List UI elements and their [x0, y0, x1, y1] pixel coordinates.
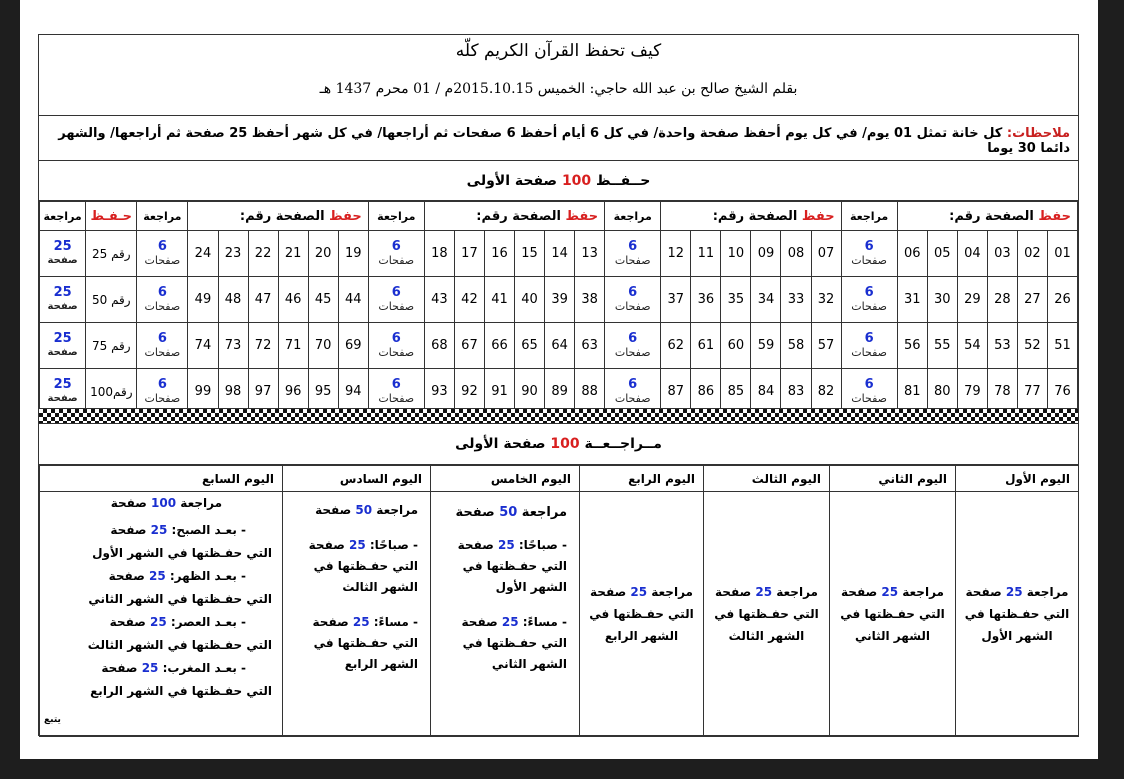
page-number-cell: 59	[751, 323, 781, 369]
screen-frame-bottom	[0, 759, 1124, 779]
title-block	[39, 35, 1078, 116]
review-count: 25	[498, 538, 515, 552]
memorize-heading-pre: حــفــظ	[591, 173, 651, 189]
page-number-cell: 58	[781, 323, 811, 369]
author-byline: بقلم الشيخ صالح بن عبد الله حاجي: الخميس 2015.10.15م / 01 محرم 1437 هـ	[319, 81, 798, 97]
six-count: 6	[628, 284, 638, 300]
page-number-cell: 82	[811, 369, 841, 415]
grid-row	[40, 231, 1078, 277]
page-number-cell: 27	[1017, 277, 1047, 323]
memorize-heading-number: 100	[561, 173, 592, 189]
page-number-cell: 19	[338, 231, 368, 277]
review-text: التي حفـظتها في	[964, 607, 1070, 621]
review-text: صفحة	[461, 615, 502, 629]
review-count: 25	[881, 585, 899, 599]
page-number-cell: 17	[454, 231, 484, 277]
page-number-cell: 46	[278, 277, 308, 323]
page-number-cell: 53	[987, 323, 1017, 369]
page-number-cell: 67	[454, 323, 484, 369]
page-word: صفحة	[47, 346, 78, 358]
pages-word: صفحات	[144, 345, 181, 359]
page-number-cell: 99	[188, 369, 218, 415]
page-number-cell: 60	[721, 323, 751, 369]
six-page-review-cell	[137, 231, 188, 277]
six-count: 6	[391, 376, 401, 392]
page-number-cell: 24	[188, 231, 218, 277]
review-text: صفحة	[109, 615, 150, 629]
memorize-final-page-cell: رقم 25	[86, 231, 137, 277]
six-count: 6	[628, 238, 638, 254]
page-number-cell: 94	[338, 369, 368, 415]
page-number-cell: 48	[218, 277, 248, 323]
pages-word: صفحات	[614, 391, 651, 405]
document-title: كيف تحفظ القرآن الكريم كلّه	[455, 41, 662, 61]
page-number-cell: 07	[811, 231, 841, 277]
page-number-cell: 65	[515, 323, 545, 369]
page-number-cell: 10	[721, 231, 751, 277]
page-number-cell: 62	[661, 323, 691, 369]
screen-frame-left	[0, 0, 20, 779]
page-number-cell: 57	[811, 323, 841, 369]
twentyfive-count: 25	[53, 238, 72, 254]
page-number-cell: 61	[691, 323, 721, 369]
day-2-review	[830, 492, 956, 737]
memorize-word: حفظ	[329, 208, 362, 224]
six-count: 6	[157, 330, 167, 346]
grid-row	[40, 277, 1078, 323]
day-header: اليوم الخامس	[431, 466, 580, 492]
page-number-cell: 74	[188, 323, 218, 369]
six-page-review-cell	[368, 323, 424, 369]
page-number-cell: 56	[897, 323, 927, 369]
review-text: صفحة	[315, 503, 356, 517]
memorize-short-header: حـفـظ	[86, 202, 137, 231]
review-text: التي حفـظتها في الشهر الثاني	[88, 592, 272, 606]
six-count: 6	[157, 284, 167, 300]
pages-word: صفحات	[378, 345, 415, 359]
checkered-divider	[39, 408, 1078, 424]
review-header: مراجعة	[841, 202, 897, 231]
page-number-cell: 70	[308, 323, 338, 369]
page-number-cell: 79	[957, 369, 987, 415]
day-header: اليوم السابع	[40, 466, 283, 492]
six-page-review-cell	[368, 277, 424, 323]
review-text: الشهر الرابع	[604, 629, 679, 643]
review-count: 25	[501, 615, 519, 629]
review-text: صفحة	[110, 523, 151, 537]
page-number-cell: 69	[338, 323, 368, 369]
pages-word: صفحات	[614, 253, 651, 267]
review-text: الشهر الثالث	[728, 629, 805, 643]
six-page-review-cell	[841, 323, 897, 369]
page-number-cell: 35	[721, 277, 751, 323]
day-5-review	[431, 492, 580, 737]
page-number-cell: 43	[424, 277, 454, 323]
page-number-cell: 80	[927, 369, 957, 415]
review-count: 25	[755, 585, 773, 599]
review-count: 25	[150, 523, 168, 537]
review-text: - بعـد العصر:	[166, 615, 246, 629]
review-header: مراجعة	[40, 202, 86, 231]
review-text: التي حفـظتها في	[313, 559, 418, 573]
review-header: مراجعة	[605, 202, 661, 231]
page-number-cell: 87	[661, 369, 691, 415]
day-header: اليوم الرابع	[580, 466, 704, 492]
page-number-cell: 45	[308, 277, 338, 323]
six-count: 6	[157, 376, 167, 392]
pages-word: صفحات	[378, 299, 415, 313]
six-count: 6	[864, 284, 874, 300]
page-number-cell: 63	[575, 323, 605, 369]
review-text: مراجعة	[647, 585, 693, 599]
page-number-cell: 21	[278, 231, 308, 277]
memorize-word: حفظ	[1038, 208, 1071, 224]
page-number-cell: 30	[927, 277, 957, 323]
review-text: صفحة	[841, 585, 882, 599]
page-number-cell: 90	[515, 369, 545, 415]
page-number-label: الصفحة رقم:	[949, 208, 1039, 224]
day-4-review	[580, 492, 704, 737]
memorize-page-header	[424, 202, 604, 231]
page-number-cell: 93	[424, 369, 454, 415]
grid-row	[40, 323, 1078, 369]
review-text: صفحة	[965, 585, 1006, 599]
twentyfive-count: 25	[53, 330, 72, 346]
memorize-final-page-cell: رقم 50	[86, 277, 137, 323]
memorize-page-header	[661, 202, 841, 231]
page-number-cell: 66	[484, 323, 514, 369]
review-count: 25	[141, 661, 159, 675]
memorize-word: حفظ	[565, 208, 599, 224]
page-number-cell: 76	[1047, 369, 1077, 415]
review-text: مراجعة	[1022, 585, 1069, 599]
review-count: 50	[355, 503, 373, 517]
day-header: اليوم الأول	[956, 466, 1079, 492]
pages-word: صفحات	[144, 391, 181, 405]
notes-row	[39, 116, 1078, 161]
twentyfive-count: 25	[53, 376, 72, 392]
review-text: الشهر الثالث	[342, 580, 418, 594]
pages-word: صفحات	[851, 253, 887, 267]
six-page-review-cell	[841, 231, 897, 277]
review-text: - صباحًا:	[514, 538, 567, 552]
page-number-cell: 55	[927, 323, 957, 369]
twentyfive-page-review-cell	[40, 277, 86, 323]
review-text: التي حفـظتها في	[313, 636, 418, 650]
notes-text: كل خانة تمثل 01 يوم/ في كل يوم أحفظ صفحة واحدة/ في كل 6 أيام أحفظ 6 صفحات ثم أراجعها/ في كل شهر أحفظ 25 صفحة ثم أراجعها/ والشهر دائما 30 يوما	[58, 126, 1070, 156]
page-number-cell: 64	[545, 323, 575, 369]
review-heading	[39, 424, 1078, 465]
review-text: مراجعة	[176, 496, 222, 510]
review-header: مراجعة	[137, 202, 188, 231]
page-number-cell: 15	[515, 231, 545, 277]
six-count: 6	[628, 376, 638, 392]
six-page-review-cell	[605, 323, 661, 369]
page-number-cell: 06	[897, 231, 927, 277]
page-number-cell: 26	[1047, 277, 1077, 323]
page-number-cell: 89	[545, 369, 575, 415]
page-number-cell: 44	[338, 277, 368, 323]
page-number-cell: 23	[218, 231, 248, 277]
page-number-cell: 84	[751, 369, 781, 415]
review-heading-post: صفحة الأولى	[455, 436, 551, 452]
page-number-cell: 92	[454, 369, 484, 415]
memorize-word: حفظ	[801, 208, 835, 224]
review-text: صفحة	[715, 585, 756, 599]
memorize-page-header	[897, 202, 1077, 231]
day-header: اليوم الثاني	[830, 466, 956, 492]
page-number-label: الصفحة رقم:	[239, 208, 330, 224]
review-text: التي حفـظتها في الشهر الأول	[92, 546, 272, 560]
pages-word: صفحات	[851, 299, 887, 313]
page-number-cell: 40	[515, 277, 545, 323]
page-number-cell: 88	[575, 369, 605, 415]
page-number-cell: 86	[691, 369, 721, 415]
page-number-cell: 96	[278, 369, 308, 415]
review-text: مراجعة	[772, 585, 818, 599]
review-count: 25	[148, 569, 166, 583]
review-heading-pre: مــراجــعــة	[579, 436, 662, 452]
review-text: - بعـد الظهر:	[165, 569, 246, 583]
page-number-cell: 78	[987, 369, 1017, 415]
pages-word: صفحات	[614, 345, 651, 359]
page-number-label: الصفحة رقم:	[712, 208, 802, 224]
continued-label: يتبع	[44, 715, 61, 725]
page-number-cell: 52	[1017, 323, 1047, 369]
document-page	[38, 34, 1079, 736]
memorize-heading	[39, 161, 1078, 201]
page-number-cell: 03	[987, 231, 1017, 277]
review-header: مراجعة	[368, 202, 424, 231]
page-number-cell: 97	[248, 369, 278, 415]
review-text: صفحة	[455, 505, 500, 520]
page-number-cell: 14	[545, 231, 575, 277]
page-number-label: الصفحة رقم:	[476, 208, 566, 224]
six-page-review-cell	[368, 231, 424, 277]
review-text: صفحة	[312, 615, 353, 629]
six-count: 6	[864, 238, 874, 254]
review-text: صفحة	[108, 569, 149, 583]
page-number-cell: 38	[575, 277, 605, 323]
six-count: 6	[157, 238, 167, 254]
pages-word: صفحات	[851, 391, 887, 405]
page-number-cell: 32	[811, 277, 841, 323]
page-number-cell: 51	[1047, 323, 1077, 369]
review-text: مراجعة	[898, 585, 944, 599]
page-number-cell: 22	[248, 231, 278, 277]
pages-word: صفحات	[378, 391, 415, 405]
review-text: صفحة	[457, 538, 498, 552]
page-number-cell: 36	[691, 277, 721, 323]
page-number-cell: 39	[545, 277, 575, 323]
page-number-cell: 42	[454, 277, 484, 323]
pages-word: صفحات	[144, 253, 181, 267]
review-text: - مساءً:	[518, 615, 567, 629]
day-7-review	[40, 492, 283, 737]
review-text: التي حفـظتها في	[462, 636, 567, 650]
six-page-review-cell	[605, 231, 661, 277]
page-number-cell: 95	[308, 369, 338, 415]
page-number-cell: 71	[278, 323, 308, 369]
pages-word: صفحات	[851, 345, 887, 359]
review-count: 100	[151, 496, 177, 510]
six-page-review-cell	[605, 277, 661, 323]
page-number-cell: 34	[751, 277, 781, 323]
review-text: - بعـد الصبح:	[167, 523, 246, 537]
review-text: التي حفـظتها في الشهر الثالث	[87, 638, 272, 652]
page-number-cell: 20	[308, 231, 338, 277]
memorize-final-page-cell: رقم100	[86, 369, 137, 415]
six-count: 6	[864, 330, 874, 346]
page-number-cell: 81	[897, 369, 927, 415]
page-number-cell: 01	[1047, 231, 1077, 277]
six-count: 6	[391, 284, 401, 300]
review-text: صفحة	[590, 585, 631, 599]
review-count: 50	[499, 505, 518, 520]
review-count: 25	[352, 615, 370, 629]
six-page-review-cell	[841, 277, 897, 323]
review-text: التي حفـظتها في	[714, 607, 819, 621]
page-number-cell: 72	[248, 323, 278, 369]
review-text: - صباحًا:	[365, 538, 418, 552]
page-word: صفحة	[47, 254, 78, 266]
six-page-review-cell	[137, 277, 188, 323]
page-number-cell: 09	[751, 231, 781, 277]
day-6-review	[283, 492, 431, 737]
page-number-cell: 54	[957, 323, 987, 369]
pages-word: صفحات	[144, 299, 181, 313]
review-text: التي حفـظتها في	[589, 607, 694, 621]
review-text: - بعـد المغرب:	[158, 661, 246, 675]
memorize-final-page-cell: رقم 75	[86, 323, 137, 369]
page-number-cell: 49	[188, 277, 218, 323]
page-number-cell: 12	[661, 231, 691, 277]
memorize-page-header	[188, 202, 368, 231]
review-count: 25	[1005, 585, 1023, 599]
page-number-cell: 77	[1017, 369, 1047, 415]
page-number-cell: 16	[484, 231, 514, 277]
day-3-review	[704, 492, 830, 737]
day-1-review	[956, 492, 1079, 737]
page-number-cell: 13	[575, 231, 605, 277]
page-number-cell: 47	[248, 277, 278, 323]
review-count: 25	[349, 538, 366, 552]
page-number-cell: 37	[661, 277, 691, 323]
review-count: 25	[630, 585, 648, 599]
screen-frame-right	[1098, 0, 1124, 779]
page-number-cell: 33	[781, 277, 811, 323]
review-text: التي حفـظتها في	[840, 607, 945, 621]
page-word: صفحة	[47, 300, 78, 312]
memorize-heading-post: صفحة الأولى	[466, 173, 562, 189]
six-count: 6	[864, 376, 874, 392]
memorization-grid	[39, 201, 1078, 415]
page-number-cell: 11	[691, 231, 721, 277]
review-text: الشهر الثاني	[854, 629, 931, 643]
page-number-cell: 41	[484, 277, 514, 323]
page-number-cell: 68	[424, 323, 454, 369]
page-number-cell: 31	[897, 277, 927, 323]
pages-word: صفحات	[614, 299, 651, 313]
six-count: 6	[391, 238, 401, 254]
day-header: اليوم السادس	[283, 466, 431, 492]
grid-header-row	[40, 202, 1078, 231]
page-number-cell: 08	[781, 231, 811, 277]
twentyfive-page-review-cell	[40, 323, 86, 369]
review-text: التي حفـظتها في الشهر الرابع	[90, 684, 272, 698]
days-header-row	[40, 466, 1079, 492]
review-text: الشهر الرابع	[344, 657, 418, 671]
review-text: الشهر الأول	[981, 629, 1053, 643]
review-text: التي حفـظتها في	[462, 559, 567, 573]
review-count: 25	[149, 615, 167, 629]
page-number-cell: 04	[957, 231, 987, 277]
review-text: صفحة	[308, 538, 349, 552]
review-text: الشهر الأول	[495, 580, 567, 594]
page-number-cell: 28	[987, 277, 1017, 323]
page-number-cell: 29	[957, 277, 987, 323]
review-text: صفحة	[110, 496, 152, 510]
six-count: 6	[391, 330, 401, 346]
review-text: مراجعة	[372, 503, 418, 517]
days-content-row	[40, 492, 1079, 737]
six-count: 6	[628, 330, 638, 346]
page-number-cell: 18	[424, 231, 454, 277]
six-page-review-cell	[137, 323, 188, 369]
page-number-cell: 02	[1017, 231, 1047, 277]
page-number-cell: 05	[927, 231, 957, 277]
page-number-cell: 98	[218, 369, 248, 415]
twentyfive-page-review-cell	[40, 231, 86, 277]
review-text: صفحة	[101, 661, 142, 675]
review-schedule-table	[39, 465, 1079, 737]
notes-label: ملاحظات:	[1006, 126, 1070, 141]
page-number-cell: 85	[721, 369, 751, 415]
review-text: الشهر الثاني	[491, 657, 567, 671]
pages-word: صفحات	[378, 253, 415, 267]
review-text: مراجعة	[517, 505, 567, 520]
page-number-cell: 73	[218, 323, 248, 369]
review-text: - مساءً:	[369, 615, 418, 629]
day-header: اليوم الثالث	[704, 466, 830, 492]
page-number-cell: 83	[781, 369, 811, 415]
twentyfive-count: 25	[53, 284, 72, 300]
page-number-cell: 91	[484, 369, 514, 415]
review-heading-number: 100	[550, 436, 580, 452]
page-word: صفحة	[47, 392, 78, 404]
